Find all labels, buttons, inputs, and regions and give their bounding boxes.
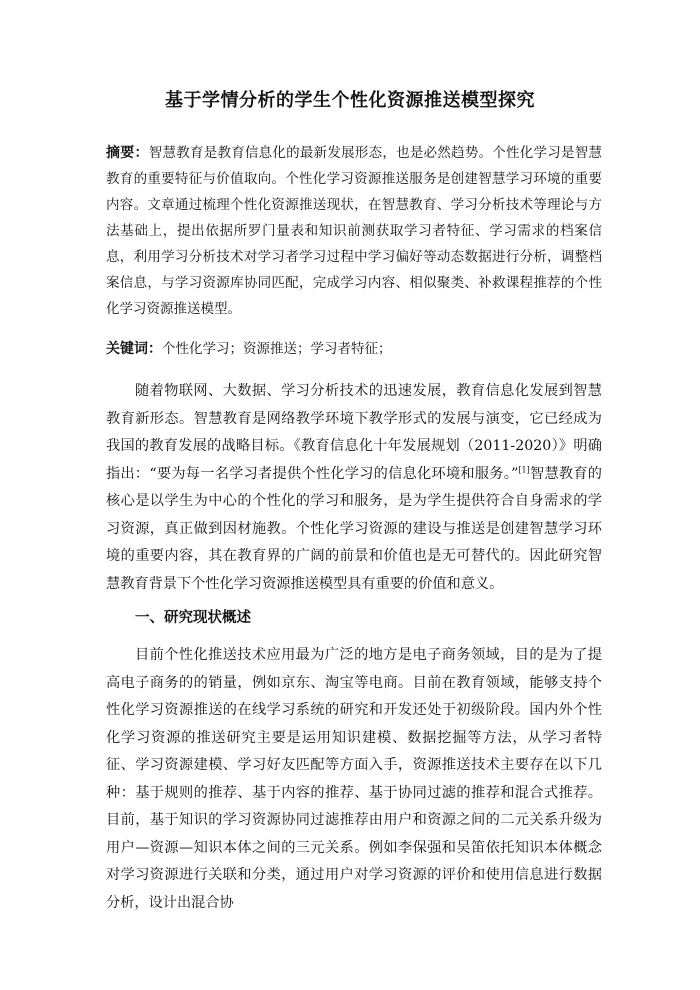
section-heading: 一、研究现状概述 <box>135 610 251 626</box>
keywords <box>106 336 602 362</box>
reference-mark: [1] <box>518 464 530 474</box>
keywords-label: 关键词： <box>106 341 162 357</box>
section-paragraph: 目前个性化推送技术应用最为广泛的地方是电子商务领域，目的是为了提高电子商务的的销量，例如京东、淘宝等电商。目前在教育领域，能够支持个性化学习资源推送的在线学习系统的研究和开发还处于初级阶段。国内外个性化学习资源的推送研究主要是运用知识建模、数据挖掘等方法，从学习者特征、学习资源建模、学习好友匹配等方面入手，资源推送技术主要存在以下几种：基于规则的推荐、基于内容的推荐、基于协同过滤的推荐和混合式推荐。目前，基于知识的学习资源协同过滤推荐由用户和资源之间的二元关系升级为用户—资源—知识本体之间的三元关系。例如李保强和吴笛依托知识本体概念对学习资源进行关联和分类，通过用户对学习资源的评价和使用信息进行数据分析，设计出混合协 <box>106 647 602 911</box>
abstract-text: 智慧教育是教育信息化的最新发展形态，也是必然趋势。个性化学习是智慧教育的重要特征与价值取向。个性化学习资源推送服务是创建智慧学习环境的重要内容。文章通过梳理个性化资源推送现状，在智慧教育、学习分析技术等理论与方法基础上，提出依据所罗门量表和知识前测获取学习者特征、学习需求的档案信息，利用学习分析技术对学习者学习过程中学习偏好等动态数据进行分析，调整档案信息，与学习资源库协同匹配，完成学习内容、相似聚类、补救课程推荐的个性化学习资源推送模型。 <box>106 145 603 317</box>
intro-text-part2: 智慧教育的核心是以学生为中心的个性化的学习和服务，是为学生提供符合自身需求的学习资源，真正做到因材施教。个性化学习资源的建设与推送是创建智慧学习环境的重要内容，其在教育界的广阔的前景和价值也是无可替代的。因此研究智慧教育背景下个性化学习资源推送模型具有重要的价值和意义。 <box>106 465 602 592</box>
abstract <box>106 140 602 322</box>
abstract-label: 摘要： <box>106 145 149 161</box>
intro-text-part1: 随着物联网、大数据、学习分析技术的迅速发展，教育信息化发展到智慧教育新形态。智慧教育是网络教学环境下教学形式的发展与演变，它已经成为我国的教育发展的战略目标。《教育信息化十年发展规划（2011-2020）》明确指出：“要为每一名学习者提供个性化学习的信息化环境和服务。” <box>106 383 602 482</box>
paper-title: 基于学情分析的学生个性化资源推送模型探究 <box>165 90 535 111</box>
intro-paragraph <box>106 378 602 598</box>
keywords-text: 个性化学习；资源推送；学习者特征； <box>162 341 392 357</box>
